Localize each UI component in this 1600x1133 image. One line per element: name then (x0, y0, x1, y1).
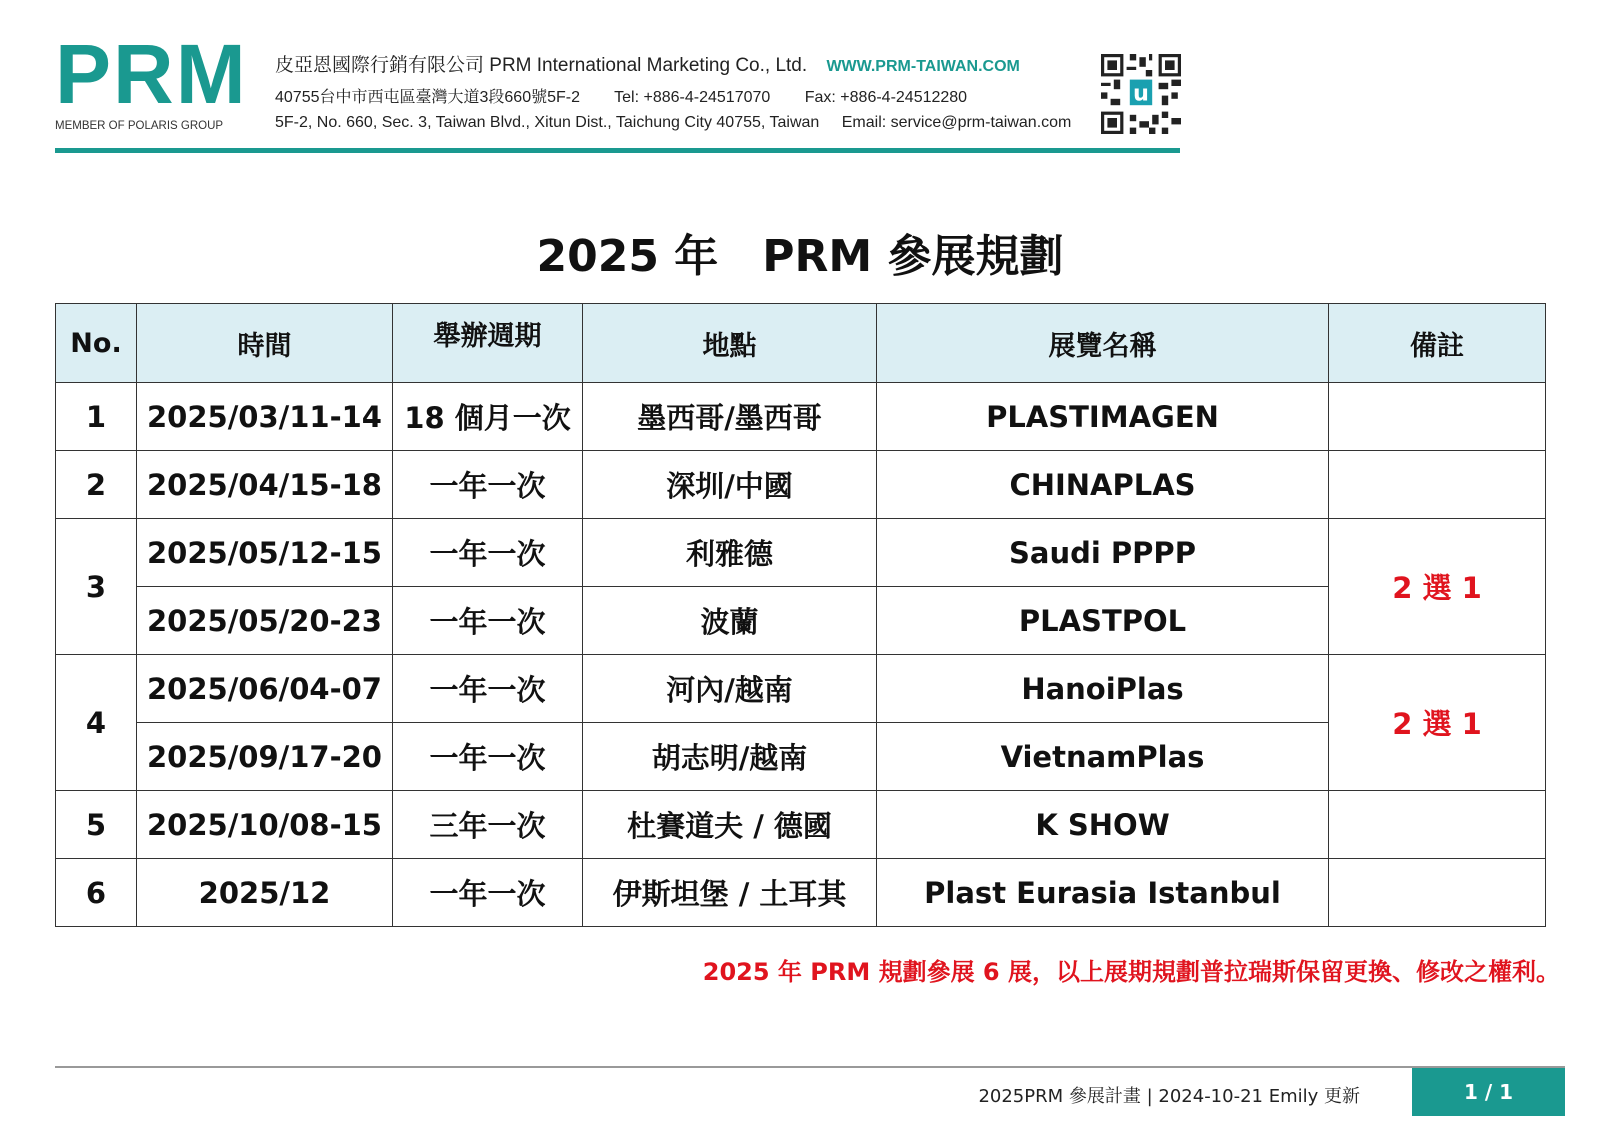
cell-place: 河內/越南 (583, 655, 877, 723)
cell-no: 4 (56, 655, 137, 791)
cell-time: 2025/04/15-18 (137, 451, 393, 519)
table-row (56, 519, 1546, 587)
cell-cycle: 一年一次 (393, 519, 583, 587)
table-row (56, 791, 1546, 859)
cell-cycle: 一年一次 (393, 859, 583, 927)
cell-name: VietnamPlas (877, 723, 1329, 791)
address-en: 5F-2, No. 660, Sec. 3, Taiwan Blvd., Xitun Dist., Taichung City 40755, Taiwan (275, 114, 820, 131)
exhibition-plan-table (55, 303, 1546, 927)
cell-note (1329, 451, 1546, 519)
logo-wordmark: PRM (55, 27, 248, 121)
cell-place: 墨西哥/墨西哥 (583, 383, 877, 451)
cell-cycle: 一年一次 (393, 451, 583, 519)
cell-place: 深圳/中國 (583, 451, 877, 519)
cell-place: 波蘭 (583, 587, 877, 655)
tel-number: Tel: +886-4-24517070 (614, 89, 771, 106)
table-row (56, 383, 1546, 451)
qr-code-icon (1101, 54, 1181, 134)
page-title: 2025 年 PRM 參展規劃 (536, 231, 1064, 282)
logo-tagline: MEMBER OF POLARIS GROUP (55, 120, 224, 132)
table-row (56, 587, 1546, 655)
cell-name: PLASTPOL (877, 587, 1329, 655)
table-header-row (56, 304, 1546, 383)
cell-cycle: 一年一次 (393, 723, 583, 791)
company-name: 皮亞恩國際行銷有限公司 PRM International Marketing Co., Ltd. (275, 55, 808, 76)
table-row (56, 859, 1546, 927)
letterhead-divider (55, 148, 1180, 153)
contact-line (275, 84, 967, 107)
header-cycle: 舉辦週期 (393, 304, 583, 383)
table-row (56, 451, 1546, 519)
cell-no: 6 (56, 859, 137, 927)
letterhead (55, 27, 1180, 155)
cell-time: 2025/06/04-07 (137, 655, 393, 723)
cell-cycle: 18 個月一次 (393, 383, 583, 451)
footer-meta: 2025PRM 參展計畫 | 2024-10-21 Emily 更新 (978, 1086, 1360, 1107)
cell-no: 5 (56, 791, 137, 859)
cell-no: 1 (56, 383, 137, 451)
cell-name: HanoiPlas (877, 655, 1329, 723)
cell-no: 2 (56, 451, 137, 519)
cell-cycle: 一年一次 (393, 587, 583, 655)
cell-name: Plast Eurasia Istanbul (877, 859, 1329, 927)
cell-time: 2025/03/11-14 (137, 383, 393, 451)
svg-text:u: u (1133, 80, 1149, 107)
cell-time: 2025/10/08-15 (137, 791, 393, 859)
page-number: 1 / 1 (1412, 1068, 1565, 1116)
cell-time: 2025/12 (137, 859, 393, 927)
company-logo (55, 27, 248, 138)
website-link[interactable]: WWW.PRM-TAIWAN.COM (826, 58, 1020, 75)
cell-place: 杜賽道夫 / 德國 (583, 791, 877, 859)
cell-no: 3 (56, 519, 137, 655)
cell-name: Saudi PPPP (877, 519, 1329, 587)
cell-place: 伊斯坦堡 / 土耳其 (583, 859, 877, 927)
header-time: 時間 (137, 304, 393, 383)
cell-cycle: 三年一次 (393, 791, 583, 859)
cell-place: 利雅德 (583, 519, 877, 587)
cell-note (1329, 791, 1546, 859)
cell-time: 2025/05/12-15 (137, 519, 393, 587)
header-no: No. (56, 304, 137, 383)
cell-note (1329, 383, 1546, 451)
header-note: 備註 (1329, 304, 1546, 383)
address-zh: 40755台中市西屯區臺灣大道3段660號5F-2 (275, 89, 580, 106)
footer-divider (55, 1066, 1565, 1068)
cell-note-choose-one: 2 選 1 (1329, 519, 1546, 655)
footnote: 2025 年 PRM 規劃參展 6 展，以上展期規劃普拉瑞斯保留更換、修改之權利。 (702, 958, 1560, 986)
address-line (275, 114, 1071, 132)
cell-place: 胡志明/越南 (583, 723, 877, 791)
cell-name: PLASTIMAGEN (877, 383, 1329, 451)
company-name-line (275, 50, 1020, 77)
email-address[interactable]: Email: service@prm-taiwan.com (841, 114, 1072, 131)
fax-number: Fax: +886-4-24512280 (804, 89, 968, 106)
cell-name: K SHOW (877, 791, 1329, 859)
header-place: 地點 (583, 304, 877, 383)
cell-note-choose-one: 2 選 1 (1329, 655, 1546, 791)
cell-time: 2025/05/20-23 (137, 587, 393, 655)
cell-time: 2025/09/17-20 (137, 723, 393, 791)
table-row (56, 723, 1546, 791)
table-row (56, 655, 1546, 723)
cell-name: CHINAPLAS (877, 451, 1329, 519)
cell-note (1329, 859, 1546, 927)
header-name: 展覽名稱 (877, 304, 1329, 383)
cell-cycle: 一年一次 (393, 655, 583, 723)
